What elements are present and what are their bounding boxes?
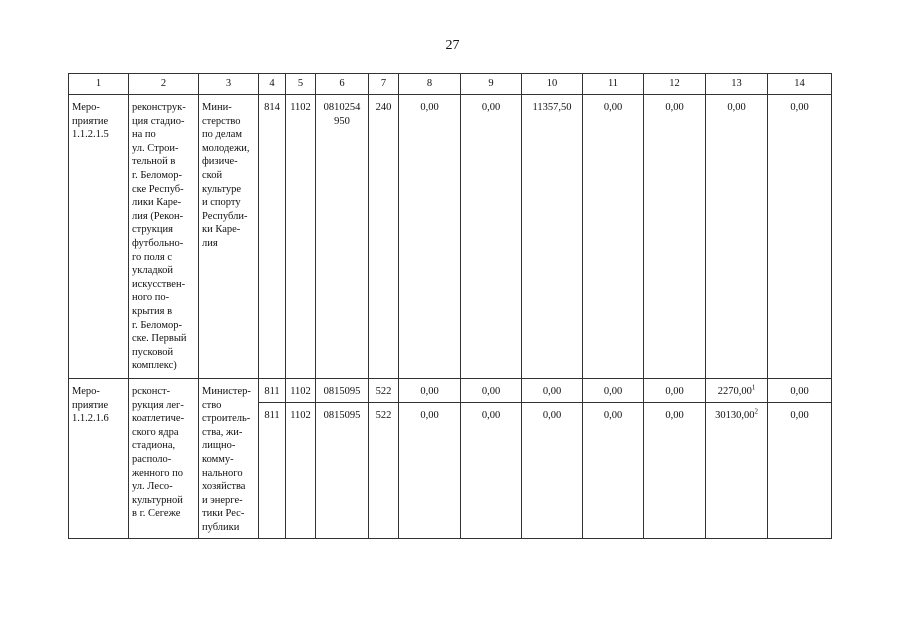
value-cell: 0,00 xyxy=(461,379,522,403)
value-cell: 0,00 xyxy=(399,403,461,539)
activity-cell: Меро- приятие 1.1.2.1.6 xyxy=(69,379,129,539)
target-code-cell: 0815095 xyxy=(316,403,369,539)
grbs-cell: 811 xyxy=(259,379,286,403)
column-header: 6 xyxy=(316,74,369,95)
value-cell: 0,00 xyxy=(461,403,522,539)
value-cell: 0,00 xyxy=(768,403,832,539)
grbs-cell: 811 xyxy=(259,403,286,539)
description-cell: реконструк- ция стадио- на по ул. Строи- тельной в г. Беломор- ске Респуб- лики Каре- лия (Рекон- струкция футбольно- го поля с укладкой искусствен- ного по- крытия в г. Беломор- ске. Первый пусковой комплекс) xyxy=(129,95,199,379)
column-header: 13 xyxy=(706,74,768,95)
footnote-marker: 1 xyxy=(751,383,756,392)
target-code-cell: 0815095 xyxy=(316,379,369,403)
header-row xyxy=(69,74,832,95)
table-row xyxy=(69,95,832,379)
column-header: 11 xyxy=(583,74,644,95)
description-cell: рсконст- рукция лег- коатлетиче- ского ядра стадиона, располо- женного по ул. Лесо- культурной в г. Сегеже xyxy=(129,379,199,539)
table-row xyxy=(69,379,832,403)
column-header: 1 xyxy=(69,74,129,95)
value-cell: 0,00 xyxy=(768,95,832,379)
executor-cell: Министер- ство строитель- ства, жи- лищно- комму- нального хозяйства и энерге- тики Рес- публики xyxy=(199,379,259,539)
page-number: 27 xyxy=(445,38,460,53)
activity-cell: Меро- приятие 1.1.2.1.5 xyxy=(69,95,129,379)
value-cell: 0,00 xyxy=(522,403,583,539)
executor-cell: Мини- стерство по делам молодежи, физиче- ской культуре и спорту Республи- ки Каре- лия xyxy=(199,95,259,379)
section-cell: 1102 xyxy=(286,403,316,539)
value-cell: 0,00 xyxy=(768,379,832,403)
expense-type-cell: 522 xyxy=(369,403,399,539)
value-cell: 0,00 xyxy=(706,95,768,379)
value-cell: 0,00 xyxy=(644,95,706,379)
section-cell: 1102 xyxy=(286,379,316,403)
column-header: 4 xyxy=(259,74,286,95)
value-cell: 0,00 xyxy=(644,379,706,403)
footnote-marker: 2 xyxy=(754,407,758,416)
value-cell: 0,00 xyxy=(522,379,583,403)
grbs-cell: 814 xyxy=(259,95,286,379)
column-header: 3 xyxy=(199,74,259,95)
column-header: 10 xyxy=(522,74,583,95)
value-cell: 11357,50 xyxy=(522,95,583,379)
column-header: 8 xyxy=(399,74,461,95)
value-cell: 0,00 xyxy=(583,379,644,403)
column-header: 5 xyxy=(286,74,316,95)
section-cell: 1102 xyxy=(286,95,316,379)
expense-type-cell: 240 xyxy=(369,95,399,379)
value-cell: 0,00 xyxy=(399,379,461,403)
column-header: 2 xyxy=(129,74,199,95)
value-cell: 0,00 xyxy=(399,95,461,379)
expense-type-cell: 522 xyxy=(369,379,399,403)
value-cell: 0,00 xyxy=(583,95,644,379)
value-cell-with-footnote: 2270,00$^1$ xyxy=(706,379,768,403)
column-header: 14 xyxy=(768,74,832,95)
column-header: 7 xyxy=(369,74,399,95)
value-cell: 0,00 xyxy=(461,95,522,379)
budget-table xyxy=(68,73,832,539)
value-cell: 0,00 xyxy=(644,403,706,539)
target-code-cell: 0810254 950 xyxy=(316,95,369,379)
column-header: 9 xyxy=(461,74,522,95)
value-cell-with-footnote: 30130,00$^2$ xyxy=(706,403,768,539)
column-header: 12 xyxy=(644,74,706,95)
value-cell: 0,00 xyxy=(583,403,644,539)
